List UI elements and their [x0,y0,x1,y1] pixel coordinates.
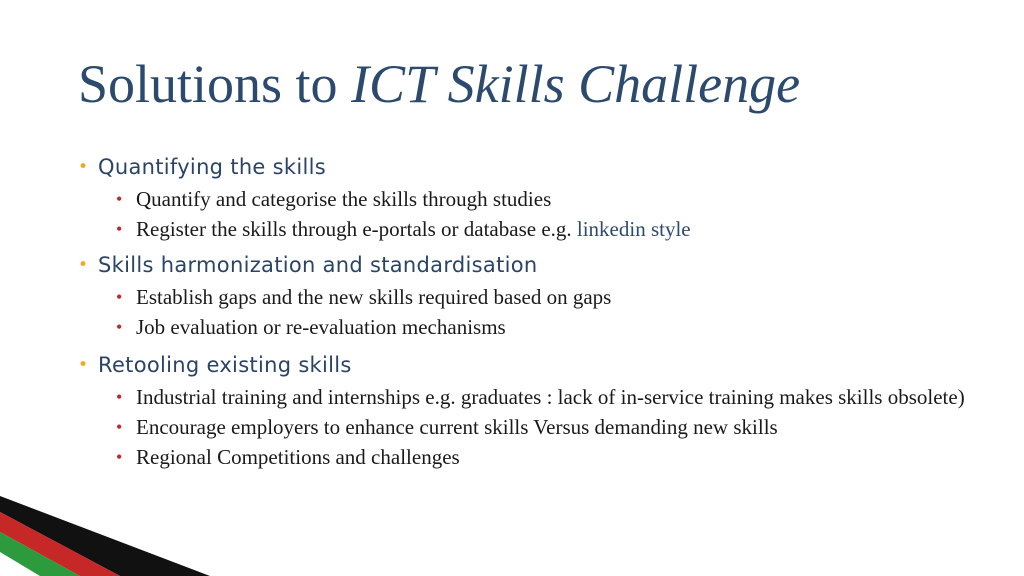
list-item: • Encourage employers to enhance current skills Versus demanding new skills [116,415,778,439]
bullet-list [78,152,978,474]
title-italic: ICT Skills Challenge [351,54,801,114]
bullet-dot-icon: • [116,189,123,209]
bullet-dot-icon: • [116,287,123,307]
section-heading-retooling: • Retooling existing skills [78,350,978,380]
section-heading-harmonization: • Skills harmonization and standardisation [78,250,978,280]
list-item: • Quantify and categorise the skills through studies [116,187,552,211]
list-item: • Job evaluation or re-evaluation mechanisms [116,315,506,339]
bullet-dot-icon: • [78,255,89,275]
bullet-dot-icon: • [78,355,89,375]
title-plain: Solutions to [78,54,352,114]
bullet-dot-icon: • [116,447,123,467]
bullet-dot-icon: • [116,387,123,407]
bullet-dot-icon: • [116,317,123,337]
section-heading-quantifying: • Quantifying the skills [78,152,978,182]
list-item: • Regional Competitions and challenges [116,445,460,469]
flag-stripes-decoration [0,496,210,576]
bullet-dot-icon: • [116,417,123,437]
list-item: • Industrial training and internships e.g. graduates : lack of in-service training makes skills obsolete) [116,385,965,409]
bullet-dot-icon: • [116,219,123,239]
list-item: • Register the skills through e-portals or database e.g. linkedin style [116,217,691,241]
linkedin-link[interactable]: linkedin style [576,217,691,241]
list-item: • Establish gaps and the new skills required based on gaps [116,285,612,309]
slide-title [78,52,800,116]
bullet-dot-icon: • [78,157,89,177]
